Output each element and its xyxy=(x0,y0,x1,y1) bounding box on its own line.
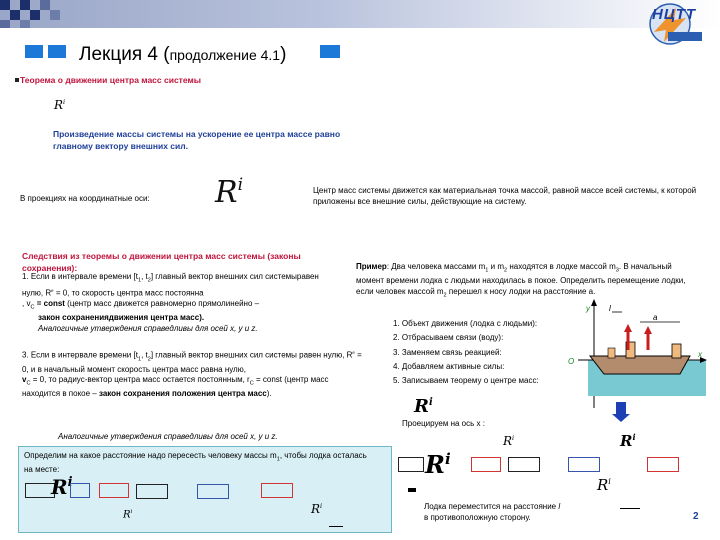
boat-diagram xyxy=(568,298,708,422)
axis-label-x: x xyxy=(698,350,702,359)
placeholder-box-black-1 xyxy=(398,457,424,472)
formula-r-tiny-2: $R^i$ xyxy=(311,502,323,516)
step-2: 2. Отбрасываем связи (воду): xyxy=(393,333,504,342)
bullet xyxy=(15,78,19,82)
formula-r-medium-2: $R^i$ xyxy=(620,432,636,450)
person-2 xyxy=(672,344,681,358)
mark-small-bar-1 xyxy=(408,488,416,492)
theorem-text: Произведение массы системы на ускорение ее центра массе равно главному вектору внешних сил. xyxy=(53,129,341,151)
project-text: Проецируем на ось x : xyxy=(402,419,485,428)
placeholder-box-black-2 xyxy=(508,457,540,472)
title-square-left-2 xyxy=(48,45,66,58)
formula-r-small-2: $R^i$ xyxy=(503,434,515,448)
question-box-black-2 xyxy=(136,484,168,499)
logo xyxy=(640,2,710,46)
header-checker-strip xyxy=(0,0,720,28)
title-main: Лекция 4 ( xyxy=(79,44,170,65)
boat-hull xyxy=(590,356,690,374)
weight-arrowhead xyxy=(612,414,630,422)
formula-r-medium-3: $R^i$ xyxy=(597,476,611,494)
question-box-red-1 xyxy=(99,483,129,498)
consequences-heading: Следствия из теоремы о движении центра масс системы (законы сохранения): xyxy=(22,251,301,273)
conclusion-text: Лодка переместится на расстояние l в противоположную сторону. xyxy=(424,502,561,522)
conclusion-dash xyxy=(620,508,640,509)
similar-bottom: Аналогичные утверждения справедливы для осей x, y и z. xyxy=(58,432,278,441)
question-box xyxy=(18,446,392,533)
formula-r-small-1: $R^i$ xyxy=(54,98,66,112)
example-text: Пример: Два человека массами $m_1$ и $m_2$ находятся в лодке массой $m_3$. В начальный момент времени лодка с людьми находилась в покое. Определить перемещение лодки, если человек массой $m_2$ перешел к носу лодки на расстояние a. xyxy=(356,262,686,299)
page-title xyxy=(79,44,286,66)
step-4: 4. Добавляем активные силы: xyxy=(393,362,505,371)
formula-r-bold-question: $R^i$ xyxy=(51,475,73,499)
title-small: продолжение 4.1 xyxy=(169,47,281,63)
placeholder-box-red-1 xyxy=(471,457,501,472)
formula-r-bold-center: $R^i$ xyxy=(425,450,451,479)
logo-text: НЦТТ xyxy=(652,6,697,23)
consequence-3: 3. Если в интервале времени [$t_1$, $t_2$] главный вектор внешних сил системы равен нулю, $R^e = 0$, и в начальный момент скорость центра масс равна нулю, $v_C = 0$, то радиус-вектор центра масс остается постоянным, $r_C$ = const (центр масс находится в покое – закон сохранения положения центра масс). xyxy=(22,350,362,399)
step-3: 3. Заменяем связь реакцией: xyxy=(393,348,502,357)
projections-label: В проекциях на координатные оси: xyxy=(20,194,150,203)
page-number: 2 xyxy=(693,511,699,522)
step-5: 5. Записываем теорему о центре масс: xyxy=(393,376,539,385)
theorem-heading: Теорема о движении центра масс системы xyxy=(20,75,202,85)
title-square-right xyxy=(320,45,340,58)
distance-label-a: a xyxy=(653,313,658,322)
force-arrowhead-2 xyxy=(644,326,652,334)
force-arrowhead-1 xyxy=(624,324,632,332)
question-box-red-2 xyxy=(261,483,293,498)
distance-label-l: l xyxy=(609,304,611,313)
placeholder-box-red-2 xyxy=(647,457,679,472)
center-mass-text: Центр масс системы движется как материальная точка массой, равной массе всей системы, к которой приложены все внешние силы, действующие на систему. xyxy=(313,186,697,206)
axis-label-y: y xyxy=(586,304,590,313)
formula-r-tiny-1: $R^i$ xyxy=(123,509,133,521)
title-end: ) xyxy=(280,44,287,65)
question-box-blue-1 xyxy=(70,483,90,498)
axis-label-origin: O xyxy=(568,357,575,366)
boat-cargo xyxy=(608,348,615,358)
question-box-blue-2 xyxy=(197,484,229,499)
question-text: Определим на какое расстояние надо пересесть человеку массы $m_1$, чтобы лодка осталась на месте: xyxy=(24,451,367,475)
formula-r-large: $R^i$ xyxy=(215,175,244,210)
formula-r-medium-1: $R^i$ xyxy=(414,396,433,417)
title-square-left-1 xyxy=(25,45,43,58)
weight-arrow-body xyxy=(616,402,626,416)
underline-mark xyxy=(329,526,343,527)
placeholder-box-blue-1 xyxy=(568,457,600,472)
step-1: 1. Объект движения (лодка с людьми): xyxy=(393,319,538,328)
y-axis-arrow xyxy=(591,299,597,306)
consequence-1: 1. Если в интервале времени [$t_1$, $t_2$] главный вектор внешних сил системыравен нулю, $R^e = 0$, то скорость центра масс постоянна , $v_C$ = const (центр масс движется равномерно прямолинейно – закон сохранениядвижения центра масс). Аналогичные утверждения справедливы для осей x, y и z. xyxy=(22,272,319,333)
